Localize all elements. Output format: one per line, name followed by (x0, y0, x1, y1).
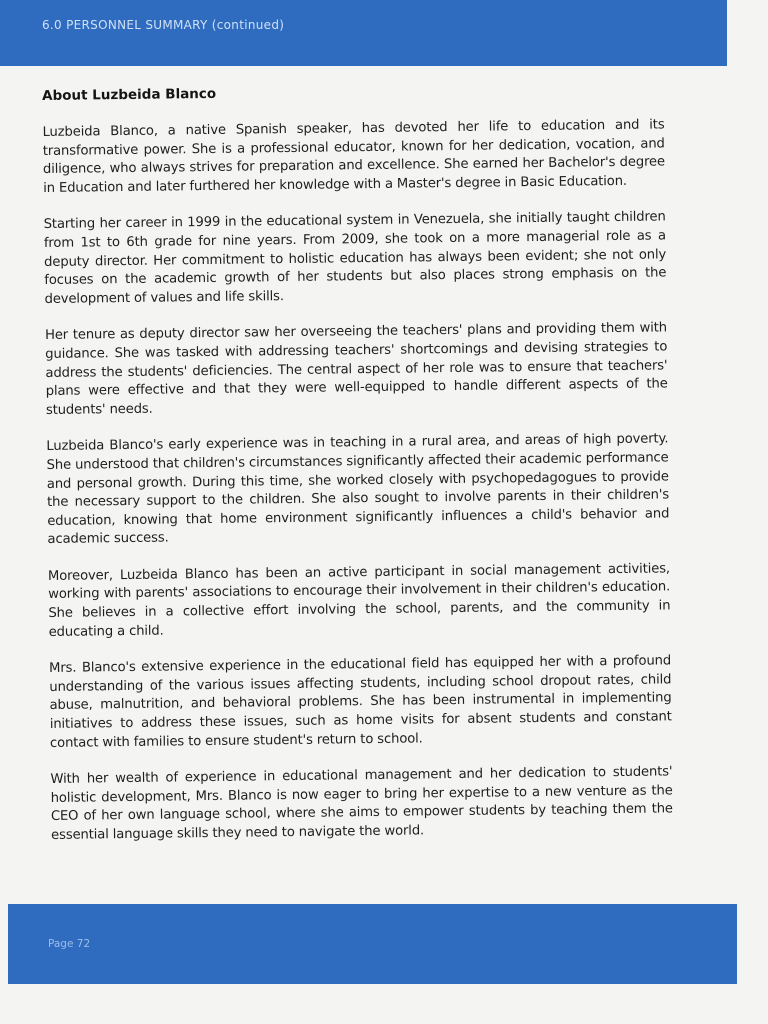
section-title: About Luzbeida Blanco (42, 85, 217, 104)
paragraph-early-experience: Luzbeida Blanco's early experience was in teaching in a rural area, and areas of high poverty. She understood that children's circumstances significantly affected their academic performance and personal growth. During this time, she worked closely with psychopedagogues to provide the necessary support to the children. She also sought to involve parents in their children's education, knowing that home environment significantly influences a child's behavior and academic success. (46, 431, 670, 548)
page-number: Page 72 (48, 938, 91, 950)
paragraph-intro: Luzbeida Blanco, a native Spanish speaker, has devoted her life to education and its transformative power. She is a professional educator, known for her dedication, vocation, and diligence, who always strives for preparation and excellence. She earned her Bachelor's degree in Education and later furthered her knowledge with a Master's degree in Basic Education. (42, 117, 666, 196)
paragraph-career: Starting her career in 1999 in the educational system in Venezuela, she initially taught children from 1st to 6th grade for nine years. From 2009, she took on a more managerial role as a deputy director. Her commitment to holistic education has always been evident; she not only focuses on the academic growth of her students but also places strong emphasis on the development of values and life skills. (43, 209, 667, 307)
header-band (0, 0, 727, 66)
paragraph-social-management: Moreover, Luzbeida Blanco has been an active participant in social management activities, working with parents' associations to encourage their involvement in their children's education. She believes in a collective effort involving the school, parents, and the community in educating a child. (47, 561, 671, 640)
page-content (42, 80, 673, 863)
paragraph-issues: Mrs. Blanco's extensive experience in the educational field has equipped her with a profound understanding of the various issues affecting students, including school dropout rates, child abuse, malnutrition, and behavioral problems. She has been instrumental in implementing initiatives to address these issues, such as home visits for absent students and constant contact with families to ensure student's return to school. (49, 653, 672, 751)
paragraph-new-venture: With her wealth of experience in educational management and her dedication to students' holistic development, Mrs. Blanco is now eager to bring her expertise to a new venture as the CEO of her own language school, where she aims to empower students by teaching them the essential language skills they need to navigate the world. (50, 764, 673, 843)
section-header-title: 6.0 PERSONNEL SUMMARY (continued) (42, 18, 285, 32)
paragraph-deputy-director: Her tenure as deputy director saw her overseeing the teachers' plans and providing them with guidance. She was tasked with addressing teachers' shortcomings and devising strategies to address the students' deficiencies. The central aspect of her role was to ensure that teachers' plans were effective and that they were well-equipped to handle different aspects of the students' needs. (44, 320, 668, 418)
footer-band (8, 904, 737, 984)
